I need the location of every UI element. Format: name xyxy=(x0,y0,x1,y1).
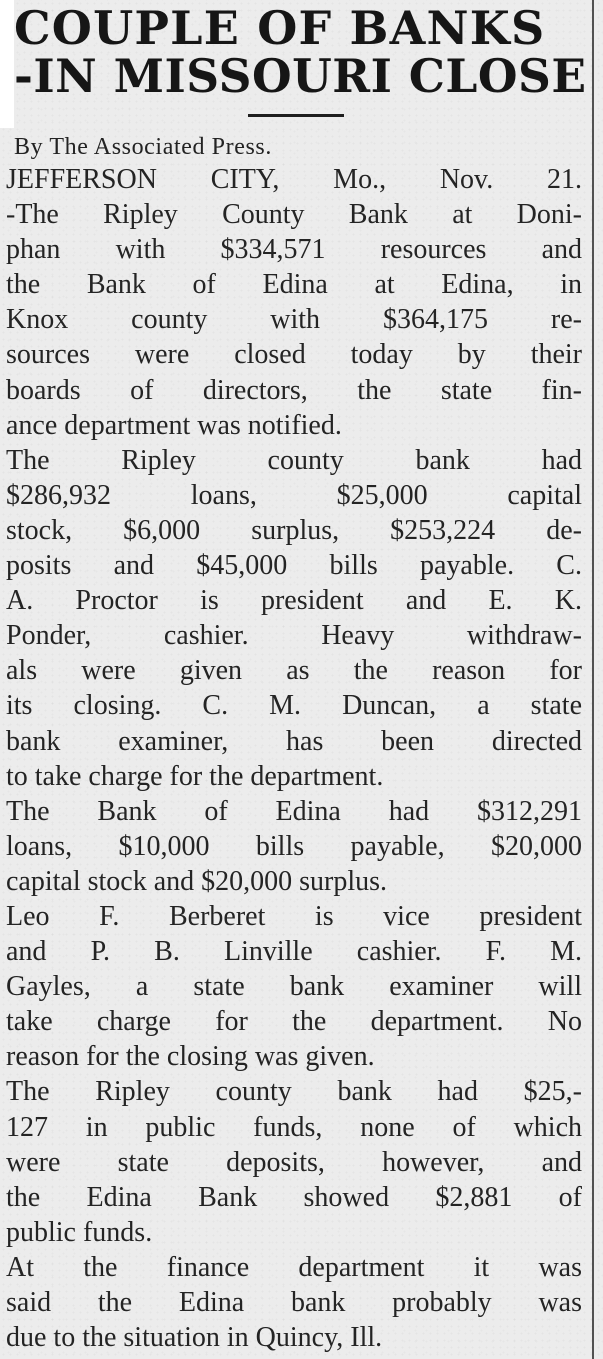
article-line: Leo F. Berberet is vice president xyxy=(6,900,582,932)
article-line: were state deposits, however, and xyxy=(6,1146,582,1178)
headline-divider xyxy=(248,114,344,117)
article-line: Ponder, cashier. Heavy withdraw- xyxy=(6,620,582,652)
article-line: bank examiner, has been directed xyxy=(6,725,582,757)
headline-line-1: COUPLE OF BANKS xyxy=(14,1,546,55)
article-line: als were given as the reason for xyxy=(6,655,582,687)
article-line: The Ripley county bank had xyxy=(6,444,582,476)
article-line: boards of directors, the state fin- xyxy=(6,374,582,406)
column-rule xyxy=(592,0,594,1359)
article-line: Gayles, a state bank examiner will xyxy=(6,971,582,1003)
article-line: take charge for the department. No xyxy=(6,1006,582,1038)
clipping-edge xyxy=(0,0,14,128)
article-line: JEFFERSON CITY, Mo., Nov. 21. xyxy=(6,164,582,195)
article-line: phan with $334,571 resources and xyxy=(6,234,582,266)
article-line: $286,932 loans, $25,000 capital xyxy=(6,479,582,511)
article-line: stock, $6,000 surplus, $253,224 de- xyxy=(6,514,582,546)
article-line: posits and $45,000 bills payable. C. xyxy=(6,550,582,582)
article-line: The Bank of Edina had $312,291 xyxy=(6,795,582,827)
article-line: ance department was notified. xyxy=(6,409,342,441)
article-line: loans, $10,000 bills payable, $20,000 xyxy=(6,830,582,862)
article-line: due to the situation in Quincy, Ill. xyxy=(6,1322,383,1354)
article-line: the Edina Bank showed $2,881 of xyxy=(6,1181,582,1213)
headline-line-2: -IN MISSOURI CLOSE xyxy=(14,49,587,103)
article-line: public funds. xyxy=(6,1216,153,1248)
article-line: The Ripley county bank had $25,- xyxy=(6,1076,582,1108)
article-line: Knox county with $364,175 re- xyxy=(6,304,582,336)
article-line: its closing. C. M. Duncan, a state xyxy=(6,690,582,722)
article-line: and P. B. Linville cashier. F. M. xyxy=(6,936,582,968)
article-line: reason for the closing was given. xyxy=(6,1041,375,1073)
article-line: capital stock and $20,000 surplus. xyxy=(6,865,388,897)
article-line: said the Edina bank probably was xyxy=(6,1287,582,1318)
article-body xyxy=(6,162,582,1355)
article-line: -The Ripley County Bank at Doni- xyxy=(6,199,582,231)
article-line: At the finance department it was xyxy=(6,1251,582,1283)
article-line: A. Proctor is president and E. K. xyxy=(6,585,582,617)
byline: By The Associated Press. xyxy=(14,134,272,160)
article-line: to take charge for the department. xyxy=(6,760,384,792)
article-line: the Bank of Edina at Edina, in xyxy=(6,269,582,301)
article-line: 127 in public funds, none of which xyxy=(6,1111,582,1143)
article-line: sources were closed today by their xyxy=(6,339,582,371)
